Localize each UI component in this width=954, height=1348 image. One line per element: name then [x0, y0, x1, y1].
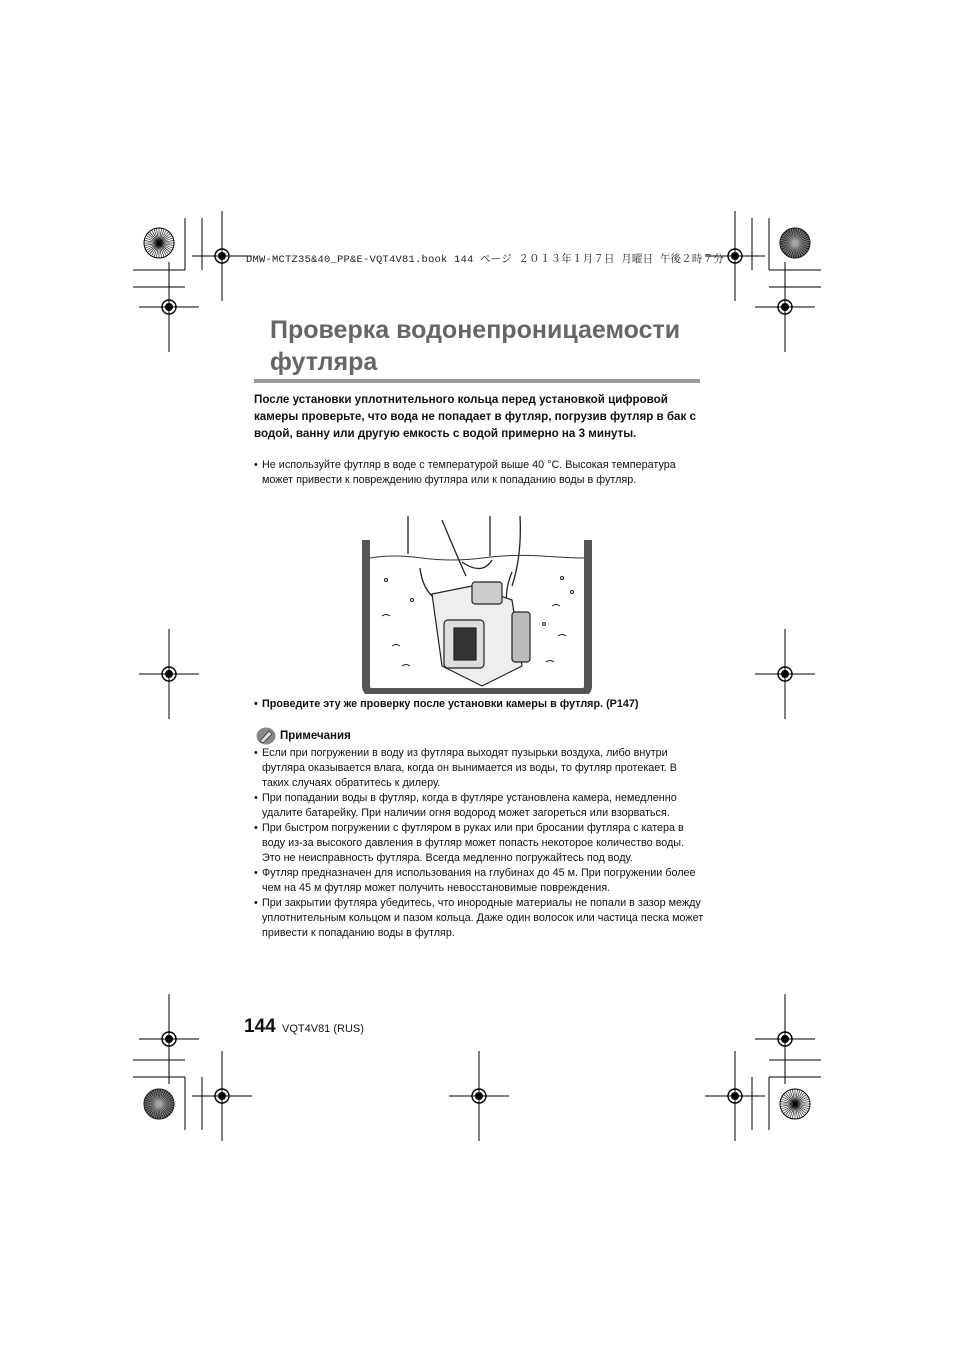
sunburst-registration-icon	[144, 228, 174, 258]
crosshair-registration-icon	[755, 262, 815, 352]
page-title: Проверка водонепроницаемости футляра	[270, 316, 681, 376]
title-divider	[254, 379, 700, 383]
tank-illustration	[362, 516, 592, 694]
sunburst-registration-icon	[780, 228, 810, 258]
crosshair-registration-icon	[192, 211, 252, 301]
lead-paragraph: После установки уплотнительного кольца перед установкой цифровой камеры проверьте, что вода не попадает в футляр, погрузив футляр в бак с водой, ванну или другую емкость с водой примерно на 3 минуты.	[254, 393, 696, 440]
note-item: • Если при погружении в воду из футляра выходят пузырьки воздуха, либо внутри футляра оказывается влага, когда он вынимается из воды, то футляр протекает. В таких случаях обратитесь к дилеру.	[254, 746, 704, 791]
notes-list	[254, 746, 704, 941]
file-header-line: DMW-MCTZ35&40_PP&E-VQT4V81.book 144 ページ ２０１３年１月７日 月曜日 午後２時７分	[246, 254, 725, 266]
crosshair-registration-icon	[449, 1051, 509, 1141]
note-item: • Футляр предназначен для использования на глубинах до 45 м. При погружении более чем на 45 м футляр может получить невосстановимые повреждения.	[254, 866, 704, 896]
crosshair-registration-icon	[192, 1051, 252, 1141]
note-item: • При попадании воды в футляр, когда в футляре установлена камера, немедленно удалите батарейку. При наличии огня водород может загореться или взорваться.	[254, 791, 704, 821]
crosshair-registration-icon	[139, 629, 199, 719]
note-item: • При закрытии футляра убедитесь, что инородные материалы не попали в зазор между уплотнительным кольцом и пазом кольца. Даже один волосок или частица песка может привести к попаданию воды в футляр.	[254, 896, 704, 941]
sunburst-registration-icon	[144, 1089, 174, 1119]
crosshair-registration-icon	[139, 262, 199, 352]
sunburst-registration-icon	[780, 1089, 810, 1119]
notes-heading	[256, 727, 351, 745]
page-number: 144	[244, 1016, 276, 1037]
note-item: • При быстром погружении с футляром в руках или при бросании футляра с катера в воду из-за высокого давления в футляр может попасть некоторое количество воды. Это не неисправность футляра. Всегда медленно погружайтесь под воду.	[254, 821, 704, 866]
crosshair-registration-icon	[755, 629, 815, 719]
warning-list	[254, 458, 704, 488]
crosshair-registration-icon	[705, 1051, 765, 1141]
crosshair-registration-icon	[139, 994, 199, 1084]
page-code: VQT4V81 (RUS)	[282, 1023, 364, 1035]
notes-heading-label: Примечания	[280, 730, 351, 742]
crosshair-registration-icon	[755, 994, 815, 1084]
check-note: • Проведите эту же проверку после установки камеры в футляр. (P147)	[254, 698, 722, 710]
warning-item: • Не используйте футляр в воде с температурой выше 40 °C. Высокая температура может привести к повреждению футляра или к попаданию воды в футляр.	[254, 458, 704, 488]
pencil-note-icon	[256, 727, 276, 745]
